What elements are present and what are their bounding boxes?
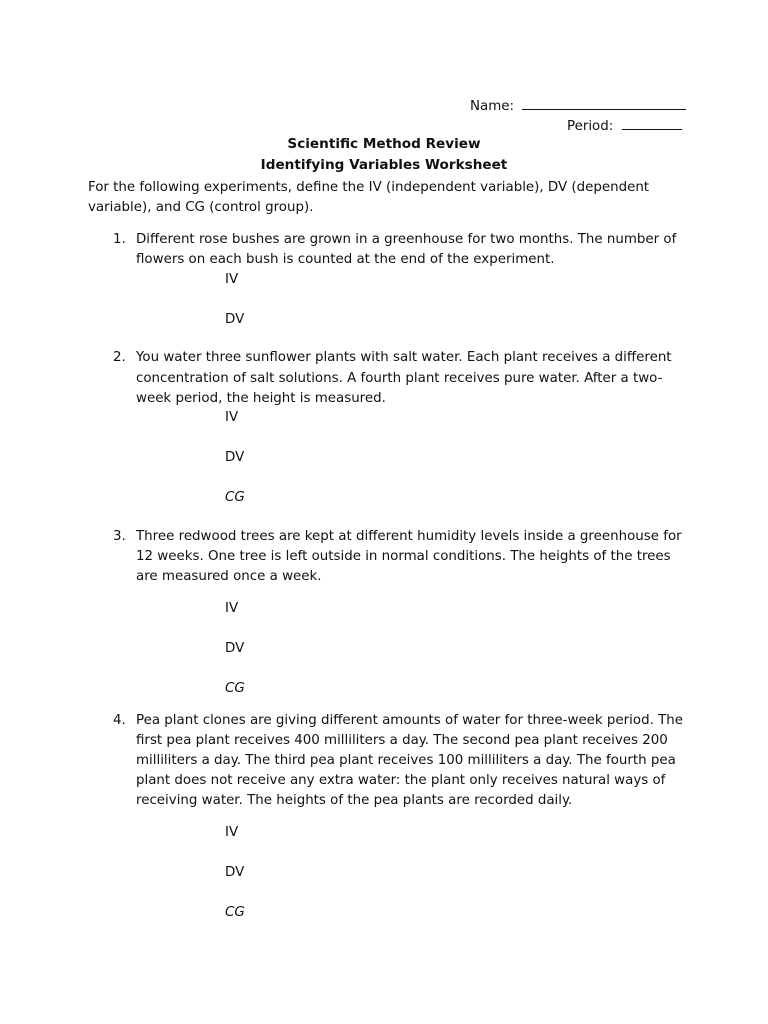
period-label: Period: — [567, 119, 614, 134]
title-line-1: Scientific Method Review — [287, 136, 481, 152]
question-text-line: milliliters a day. The third pea plant receives 100 milliliters a day. The fourth pea — [136, 753, 676, 768]
iv-answer-label[interactable]: IV — [225, 601, 239, 616]
question-text-line: concentration of salt solutions. A fourth plant receives pure water. After a two- — [136, 371, 663, 386]
question-number: 4. — [113, 713, 126, 728]
iv-answer-label[interactable]: IV — [225, 410, 239, 425]
dv-answer-label[interactable]: DV — [225, 312, 245, 327]
cg-answer-label[interactable]: CG — [225, 490, 245, 505]
question-text-line: are measured once a week. — [136, 569, 322, 584]
question-number: 2. — [113, 350, 126, 365]
name-blank-line[interactable] — [522, 94, 686, 110]
question-number: 1. — [113, 232, 126, 247]
dv-answer-label[interactable]: DV — [225, 450, 245, 465]
question-text-line: plant does not receive any extra water: the plant only receives natural ways of — [136, 773, 666, 788]
question-text-line: first pea plant receives 400 milliliters a day. The second pea plant receives 200 — [136, 733, 668, 748]
question-text-line: week period, the height is measured. — [136, 391, 386, 406]
cg-answer-label[interactable]: CG — [225, 905, 245, 920]
question-text-line: Pea plant clones are giving different amounts of water for three-week period. The — [136, 713, 684, 728]
question-text-line: Three redwood trees are kept at different humidity levels inside a greenhouse for — [136, 529, 682, 544]
intro-line-2: variable), and CG (control group). — [88, 200, 314, 215]
period-blank-line[interactable] — [622, 114, 682, 130]
name-label: Name: — [470, 99, 515, 114]
question-text-line: You water three sunflower plants with salt water. Each plant receives a different — [136, 350, 672, 365]
iv-answer-label[interactable]: IV — [225, 825, 239, 840]
name-row — [470, 94, 686, 114]
question-text-line: flowers on each bush is counted at the end of the experiment. — [136, 252, 555, 267]
intro-line-1: For the following experiments, define the IV (independent variable), DV (dependent — [88, 180, 650, 195]
period-row — [567, 114, 682, 134]
dv-answer-label[interactable]: DV — [225, 641, 245, 656]
question-text-line: receiving water. The heights of the pea plants are recorded daily. — [136, 793, 573, 808]
cg-answer-label[interactable]: CG — [225, 681, 245, 696]
title-line-2: Identifying Variables Worksheet — [260, 157, 508, 173]
question-text-line: 12 weeks. One tree is left outside in normal conditions. The heights of the trees — [136, 549, 671, 564]
question-text-line: Different rose bushes are grown in a greenhouse for two months. The number of — [136, 232, 677, 247]
iv-answer-label[interactable]: IV — [225, 272, 239, 287]
question-number: 3. — [113, 529, 126, 544]
dv-answer-label[interactable]: DV — [225, 865, 245, 880]
